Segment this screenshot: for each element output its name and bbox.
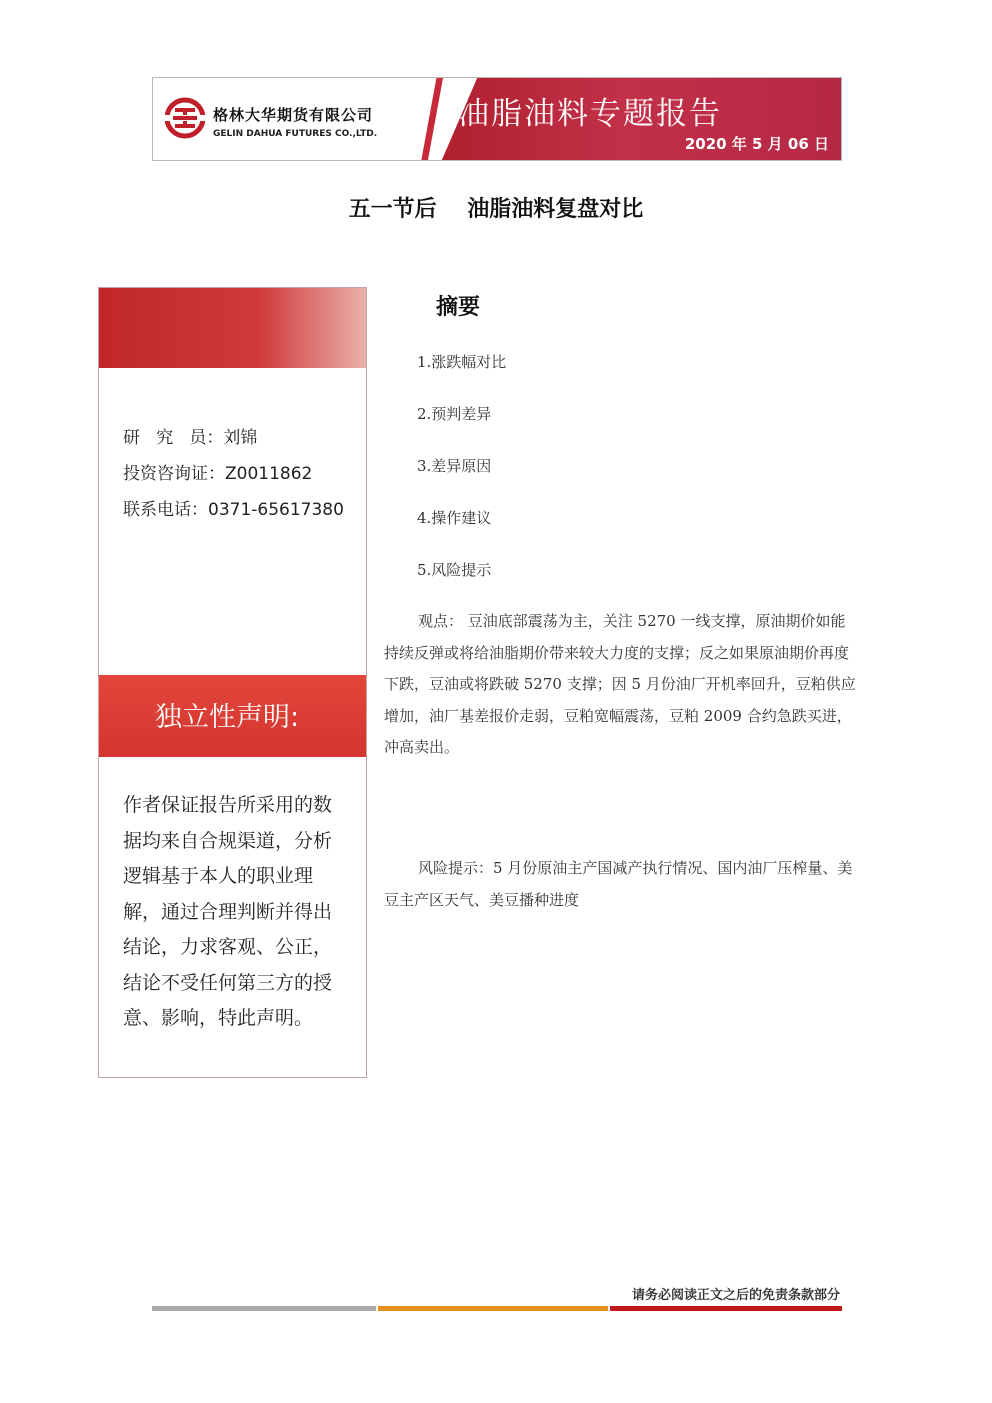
footer-bar-red: [610, 1306, 842, 1311]
footer-bar-gray: [152, 1306, 376, 1311]
outline-item: 2.预判差异: [417, 405, 492, 423]
analyst-info: [123, 420, 344, 528]
declaration-title: 独立性声明:: [155, 702, 300, 733]
analyst-phone: 联系电话：0371-65617380: [123, 500, 344, 520]
company-name-cn: 格林大华期货有限公司: [213, 106, 374, 124]
analyst-sidebar: [98, 287, 367, 1078]
summary-heading: 摘要: [436, 295, 481, 320]
outline-item: 3.差异原因: [417, 457, 492, 475]
report-date: 2020 年 5 月 06 日: [684, 135, 829, 153]
company-name-en: GELIN DAHUA FUTURES CO.,LTD.: [213, 129, 378, 139]
risk-paragraph: 风险提示：5 月份原油主产国减产执行情况、国内油厂压榨量、美豆主产区天气、美豆播种进度: [384, 859, 853, 909]
declaration-header: [99, 675, 366, 757]
sidebar-red-header: [99, 288, 366, 368]
footer-bar-orange: [378, 1306, 608, 1311]
report-type-title: 油脂油料专题报告: [458, 96, 722, 132]
gelin-dahua-logo-icon: [165, 96, 205, 140]
banner-divider: [421, 78, 443, 161]
analyst-license: 投资咨询证：Z0011862: [123, 464, 313, 484]
outline-item: 1.涨跌幅对比: [417, 353, 507, 371]
outline-item: 5.风险提示: [417, 561, 492, 579]
document-title: 五一节后 油脂油料复盘对比: [348, 197, 644, 222]
disclaimer-note: 请务必阅读正文之后的免责条款部分: [631, 1288, 840, 1303]
report-header-banner: [152, 77, 842, 161]
analyst-name: 研 究 员：刘锦: [123, 428, 258, 448]
declaration-text: 作者保证报告所采用的数据均来自合规渠道，分析逻辑基于本人的职业理解，通过合理判断并得出结论，力求客观、公正，结论不受任何第三方的授意、影响，特此声明。: [123, 794, 333, 1029]
summary-outline: [417, 350, 506, 610]
outline-item: 4.操作建议: [417, 509, 492, 527]
view-paragraph: 观点： 豆油底部震荡为主，关注 5270 一线支撑，原油期价如能持续反弹或将给油脂期价带来较大力度的支撑；反之如果原油期价再度下跌，豆油或将跌破 5270 支撑；因 5 月份油厂开机率回升，豆粕供应增加，油厂基差报价走弱，豆粕宽幅震荡，豆粕 2009 合约急跌买进，冲高卖出。: [384, 612, 856, 756]
